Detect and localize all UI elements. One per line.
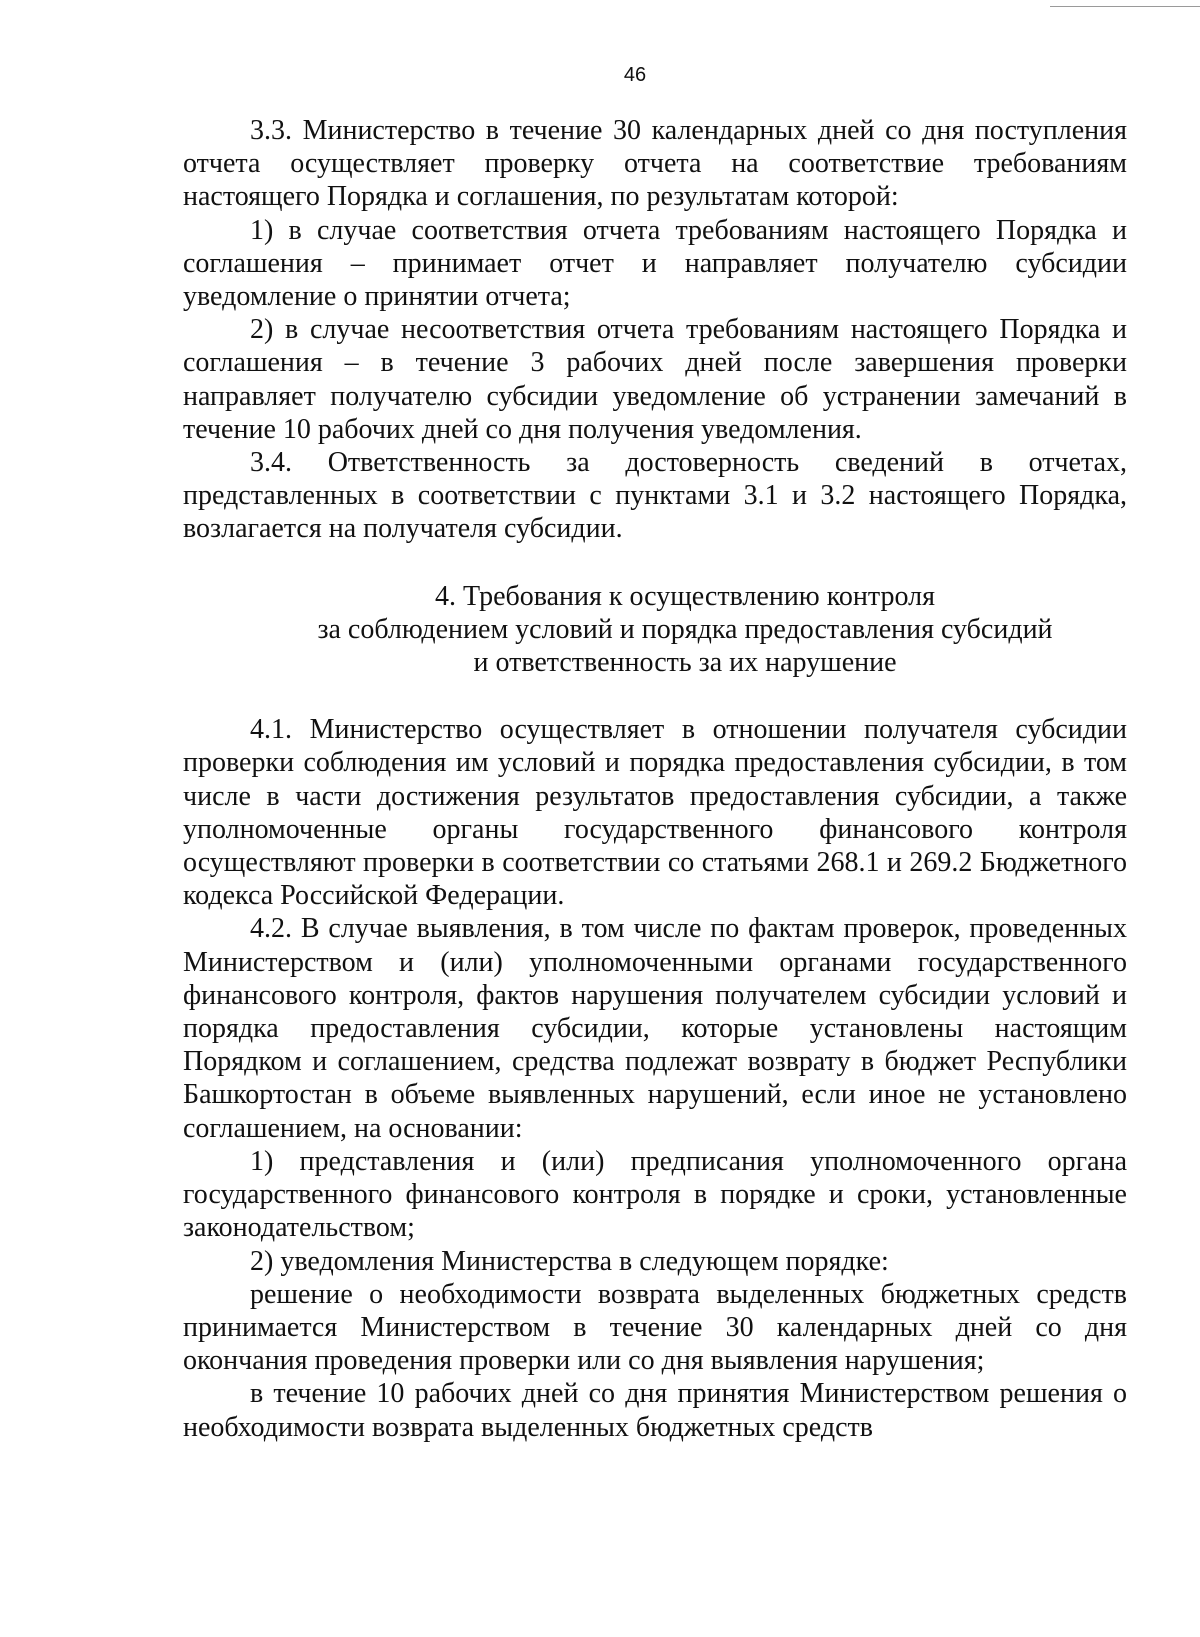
paragraph-4-1: 4.1. Министерство осуществляет в отношении получателя субсидии проверки соблюдения им условий и порядка предоставления субсидии, в том числе в части достижения результатов предоставления субсидии, а также уполномоченные органы государственного финансового контроля осуществляют проверки в соответствии со статьями 268.1 и 269.2 Бюджетного кодекса Российской Федерации. — [183, 714, 1127, 912]
paragraph-4-2: 4.2. В случае выявления, в том числе по фактам проверок, проведенных Министерством и (или) уполномоченными органами государственного финансового контроля, фактов нарушения получателем субсидии условий и порядка предоставления субсидии, которые установлены настоящим Порядком и соглашением, средства подлежат возврату в бюджет Республики Башкортостан в объеме выявленных нарушений, если иное не установлено соглашением, на основании: — [183, 913, 1127, 1144]
section-4-heading-line-1: 4. Требования к осуществлению контроля — [435, 580, 935, 612]
section-4-heading-line-2: за соблюдением условий и порядка предоставления субсидий — [317, 613, 1053, 645]
section-4-heading — [183, 580, 1127, 680]
paragraph-3-3-item-1: 1) в случае соответствия отчета требованиям настоящего Порядка и соглашения – принимает отчет и направляет получателю субсидии уведомление о принятии отчета; — [183, 214, 1127, 313]
paragraph-3-4: 3.4. Ответственность за достоверность сведений в отчетах, представленных в соответствии с пунктами 3.1 и 3.2 настоящего Порядка, возлагается на получателя субсидии. — [183, 447, 1127, 545]
paragraph-4-2-item-2: 2) уведомления Министерства в следующем порядке: — [250, 1245, 889, 1277]
document-body — [183, 114, 1127, 1444]
paragraph-4-2-decision: решение о необходимости возврата выделенных бюджетных средств принимается Министерством в течение 30 календарных дней со дня окончания проведения проверки или со дня выявления нарушения; — [183, 1278, 1127, 1377]
section-4-heading-line-3: и ответственность за их нарушение — [473, 647, 897, 679]
scan-edge-line — [1050, 6, 1200, 7]
page-number: 46 — [623, 64, 647, 86]
paragraph-4-2-deadline: в течение 10 рабочих дней со дня принятия Министерством решения о необходимости возврата выделенных бюджетных средств — [183, 1378, 1127, 1443]
paragraph-3-3: 3.3. Министерство в течение 30 календарных дней со дня поступления отчета осуществляет проверку отчета на соответствие требованиям настоящего Порядка и соглашения, по результатам которой: — [183, 115, 1127, 213]
paragraph-4-2-item-1: 1) представления и (или) предписания уполномоченного органа государственного финансового контроля в порядке и сроки, установленные законодательством; — [183, 1145, 1127, 1244]
paragraph-3-3-item-2: 2) в случае несоответствия отчета требованиям настоящего Порядка и соглашения – в течение 3 рабочих дней после завершения проверки направляет получателю субсидии уведомление об устранении замечаний в течение 10 рабочих дней со дня получения уведомления. — [183, 314, 1127, 445]
